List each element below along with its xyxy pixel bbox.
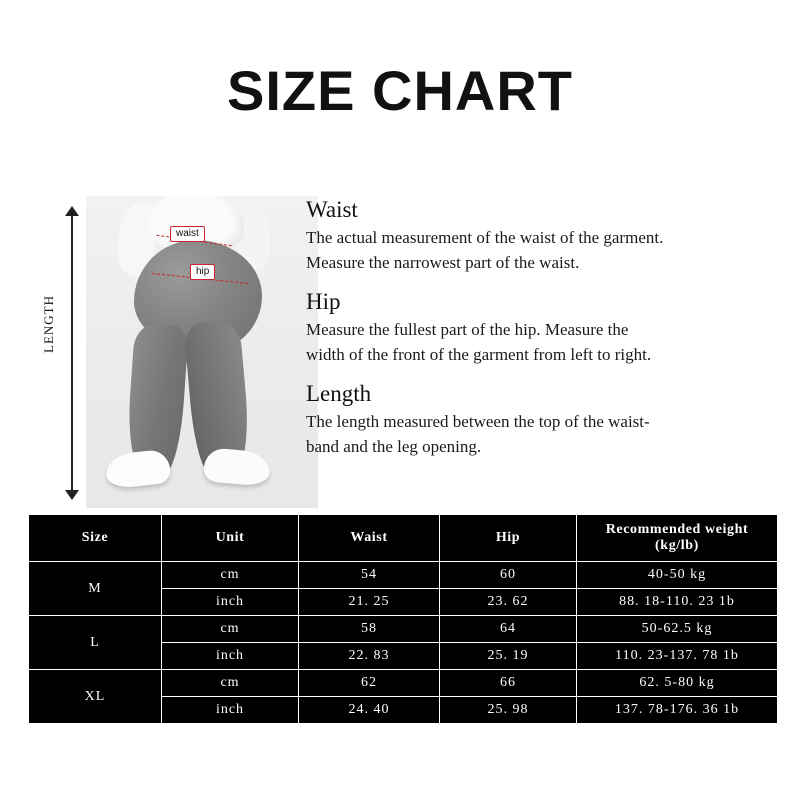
cell-unit-m-inch: inch [162, 589, 299, 616]
cell-weight-xl-cm: 62. 5-80 kg [577, 670, 778, 697]
description-hip [306, 288, 786, 367]
cell-size-xl: XL [29, 670, 162, 724]
cell-weight-l-inch: 110. 23-137. 78 1b [577, 643, 778, 670]
cell-size-m: M [29, 562, 162, 616]
length-line [71, 214, 73, 492]
cell-waist-xl-inch: 24. 40 [299, 697, 440, 724]
cell-hip-l-cm: 64 [440, 616, 577, 643]
description-hip-line1: Measure the fullest part of the hip. Measure the [306, 320, 629, 339]
header-waist: Waist [299, 515, 440, 562]
description-waist-line2: Measure the narrowest part of the waist. [306, 253, 580, 272]
model-shoe-right [203, 447, 272, 487]
table-header-row [29, 515, 778, 562]
cell-hip-xl-cm: 66 [440, 670, 577, 697]
hip-callout-label: hip [190, 264, 215, 280]
waist-callout-label: waist [170, 226, 205, 242]
measurement-descriptions [306, 196, 786, 472]
table-row [29, 616, 778, 643]
product-diagram [28, 196, 318, 508]
cell-weight-l-cm: 50-62.5 kg [577, 616, 778, 643]
cell-waist-l-cm: 58 [299, 616, 440, 643]
model-shoe-left [104, 449, 171, 490]
arrow-down-icon [65, 490, 79, 500]
description-length-line1: The length measured between the top of the waist- [306, 412, 650, 431]
size-table-wrapper [28, 514, 772, 724]
description-waist-line1: The actual measurement of the waist of the garment. [306, 228, 664, 247]
cell-unit-xl-cm: cm [162, 670, 299, 697]
description-hip-heading: Hip [306, 289, 341, 314]
size-table-head [29, 515, 778, 562]
description-hip-line2: width of the front of the garment from left to right. [306, 345, 652, 364]
cell-unit-m-cm: cm [162, 562, 299, 589]
cell-hip-xl-inch: 25. 98 [440, 697, 577, 724]
description-length-line2: band and the leg opening. [306, 437, 482, 456]
cell-waist-m-cm: 54 [299, 562, 440, 589]
description-waist-heading: Waist [306, 197, 358, 222]
header-recommended-weight-line1: Recommended weight [605, 522, 749, 537]
size-table-body [29, 562, 778, 724]
header-unit: Unit [162, 515, 299, 562]
cell-hip-m-inch: 23. 62 [440, 589, 577, 616]
cell-hip-l-inch: 25. 19 [440, 643, 577, 670]
table-row [29, 562, 778, 589]
header-hip: Hip [440, 515, 577, 562]
table-row [29, 670, 778, 697]
size-table [28, 514, 778, 724]
description-length-heading: Length [306, 381, 372, 406]
description-waist [306, 196, 786, 275]
cell-size-l: L [29, 616, 162, 670]
page-title: SIZE CHART [227, 59, 573, 122]
cell-waist-l-inch: 22. 83 [299, 643, 440, 670]
header-size: Size [29, 515, 162, 562]
header-recommended-weight [577, 515, 778, 562]
header-recommended-weight-line2: (kg/lb) [655, 538, 699, 553]
cell-unit-xl-inch: inch [162, 697, 299, 724]
description-length [306, 380, 786, 459]
cell-weight-xl-inch: 137. 78-176. 36 1b [577, 697, 778, 724]
model-photo [86, 196, 318, 508]
cell-unit-l-inch: inch [162, 643, 299, 670]
cell-waist-xl-cm: 62 [299, 670, 440, 697]
cell-waist-m-inch: 21. 25 [299, 589, 440, 616]
cell-hip-m-cm: 60 [440, 562, 577, 589]
length-axis-label: LENGTH [41, 295, 56, 353]
length-measure-axis [41, 208, 84, 498]
cell-weight-m-inch: 88. 18-110. 23 1b [577, 589, 778, 616]
cell-unit-l-cm: cm [162, 616, 299, 643]
cell-weight-m-cm: 40-50 kg [577, 562, 778, 589]
